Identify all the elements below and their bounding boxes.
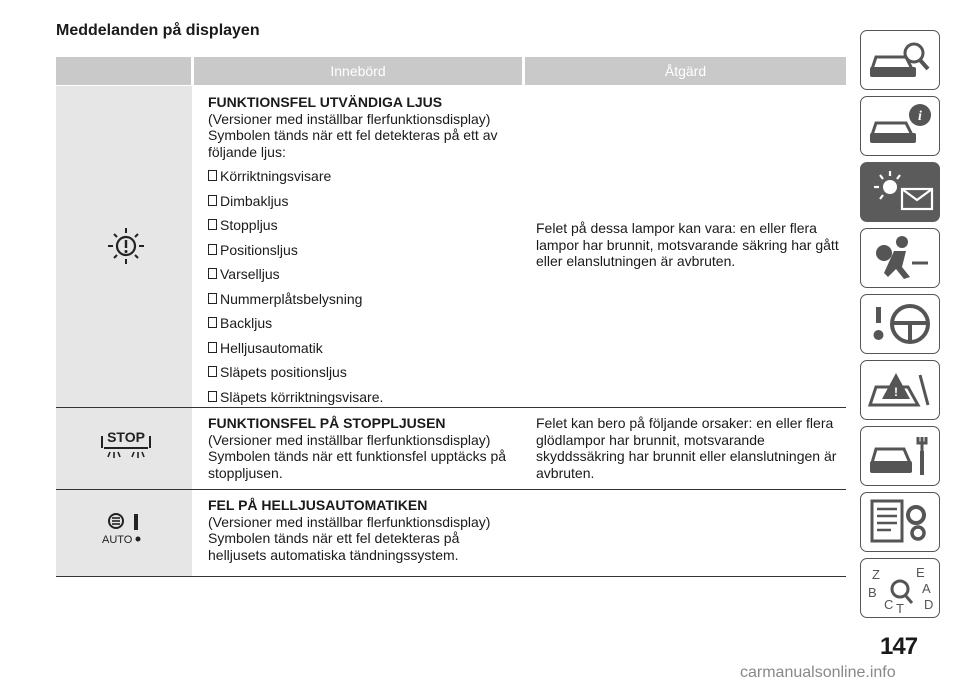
section-title: Meddelanden på displayen	[56, 22, 260, 39]
watermark: carmanualsonline.info	[740, 664, 896, 681]
header-icon-col	[56, 57, 191, 85]
svg-text:D: D	[924, 597, 934, 612]
svg-text:!: !	[894, 385, 898, 399]
table-header	[56, 57, 846, 85]
svg-text:AUTO: AUTO	[102, 534, 133, 546]
svg-text:C: C	[884, 597, 894, 612]
svg-text:STOP: STOP	[107, 429, 145, 445]
technical-data-icon	[866, 497, 934, 547]
checkbox-bullet-icon	[208, 170, 217, 181]
chapter-tab-8[interactable]	[860, 492, 940, 552]
svg-text:Z: Z	[872, 567, 880, 582]
checkbox-bullet-icon	[208, 317, 217, 328]
chapter-tab-2[interactable]	[860, 96, 940, 156]
checkbox-bullet-icon	[208, 219, 217, 230]
list-item: Helljusautomatik	[208, 340, 518, 357]
icon-cell	[56, 408, 192, 489]
checkbox-bullet-icon	[208, 366, 217, 377]
row-text: Symbolen tänds när ett fel detekteras på ett av följande ljus:	[208, 127, 498, 160]
list-item: Backljus	[208, 315, 518, 332]
checkbox-bullet-icon	[208, 293, 217, 304]
list-item: Släpets körriktningsvisare.	[208, 389, 518, 406]
chapter-tab-7[interactable]	[860, 426, 940, 486]
list-item: Stoppljus	[208, 217, 518, 234]
meaning-cell	[208, 497, 518, 563]
stop-light-fault-icon	[98, 428, 154, 464]
list-item: Nummerplåtsbelysning	[208, 291, 518, 308]
header-meaning: Innebörd	[194, 57, 522, 85]
airbag-safety-icon	[866, 233, 934, 283]
row-text: (Versioner med inställbar flerfunktionsdisplay)	[208, 513, 491, 530]
chapter-tab-1[interactable]	[860, 30, 940, 90]
row-text: (Versioner med inställbar flerfunktionsdisplay)	[208, 431, 491, 448]
svg-text:A: A	[922, 581, 931, 596]
row-title: FUNKTIONSFEL UTVÄNDIGA LJUS	[208, 94, 443, 110]
svg-text:T: T	[896, 601, 904, 616]
chapter-tab-5[interactable]	[860, 294, 940, 354]
row-title: FUNKTIONSFEL PÅ STOPPLJUSEN	[208, 415, 446, 431]
alphabetical-index-icon	[866, 563, 934, 619]
row-text: Symbolen tänds när ett funktionsfel upptäcks på stoppljusen.	[208, 448, 507, 481]
icon-cell	[56, 490, 192, 576]
list-item: Varselljus	[208, 266, 518, 283]
checkbox-bullet-icon	[208, 244, 217, 255]
steering-wheel-icon	[866, 299, 934, 349]
list-item: Dimbakljus	[208, 193, 518, 210]
row-text: Symbolen tänds när ett fel detekteras på helljusets automatiska tändningssystem.	[208, 530, 460, 563]
car-emergency-icon	[866, 365, 934, 415]
chapter-tab-4[interactable]	[860, 228, 940, 288]
row-title: FEL PÅ HELLJUSAUTOMATIKEN	[208, 497, 428, 513]
chapter-tab-6[interactable]	[860, 360, 940, 420]
table-row	[56, 408, 846, 490]
meaning-cell	[208, 94, 518, 405]
svg-text:E: E	[916, 565, 925, 580]
action-cell: Felet på dessa lampor kan vara: en eller flera lampor har brunnit, motsvarande säkring har gått eller elanslutningen är avbruten.	[536, 220, 839, 269]
list-item: Körriktningsvisare	[208, 168, 518, 185]
warning-light-message-icon	[866, 167, 936, 217]
checkbox-bullet-icon	[208, 342, 217, 353]
row-text: (Versioner med inställbar flerfunktionsdisplay)	[208, 110, 491, 127]
table-row	[56, 86, 846, 408]
auto-high-beam-fault-icon	[96, 510, 156, 546]
checkbox-bullet-icon	[208, 391, 217, 402]
car-info-icon	[866, 101, 934, 151]
svg-text:B: B	[868, 585, 877, 600]
meaning-cell	[208, 415, 518, 481]
chapter-tab-9[interactable]	[860, 558, 940, 618]
action-cell: Felet kan bero på följande orsaker: en eller flera glödlampor har brunnit, motsvarande skyddssäkring har brunnit eller elanslutningen är avbruten.	[536, 415, 837, 481]
car-search-icon	[866, 35, 934, 85]
icon-cell	[56, 86, 192, 407]
table-row	[56, 490, 846, 577]
exterior-light-fault-icon	[106, 226, 146, 266]
page-number: 147	[880, 633, 918, 660]
list-item: Positionsljus	[208, 242, 518, 259]
checkbox-bullet-icon	[208, 268, 217, 279]
chapter-tab-3[interactable]	[860, 162, 940, 222]
checkbox-bullet-icon	[208, 195, 217, 206]
car-maintenance-icon	[866, 431, 934, 481]
svg-text:i: i	[918, 109, 922, 124]
list-item: Släpets positionsljus	[208, 364, 518, 381]
header-action: Åtgärd	[525, 57, 846, 85]
